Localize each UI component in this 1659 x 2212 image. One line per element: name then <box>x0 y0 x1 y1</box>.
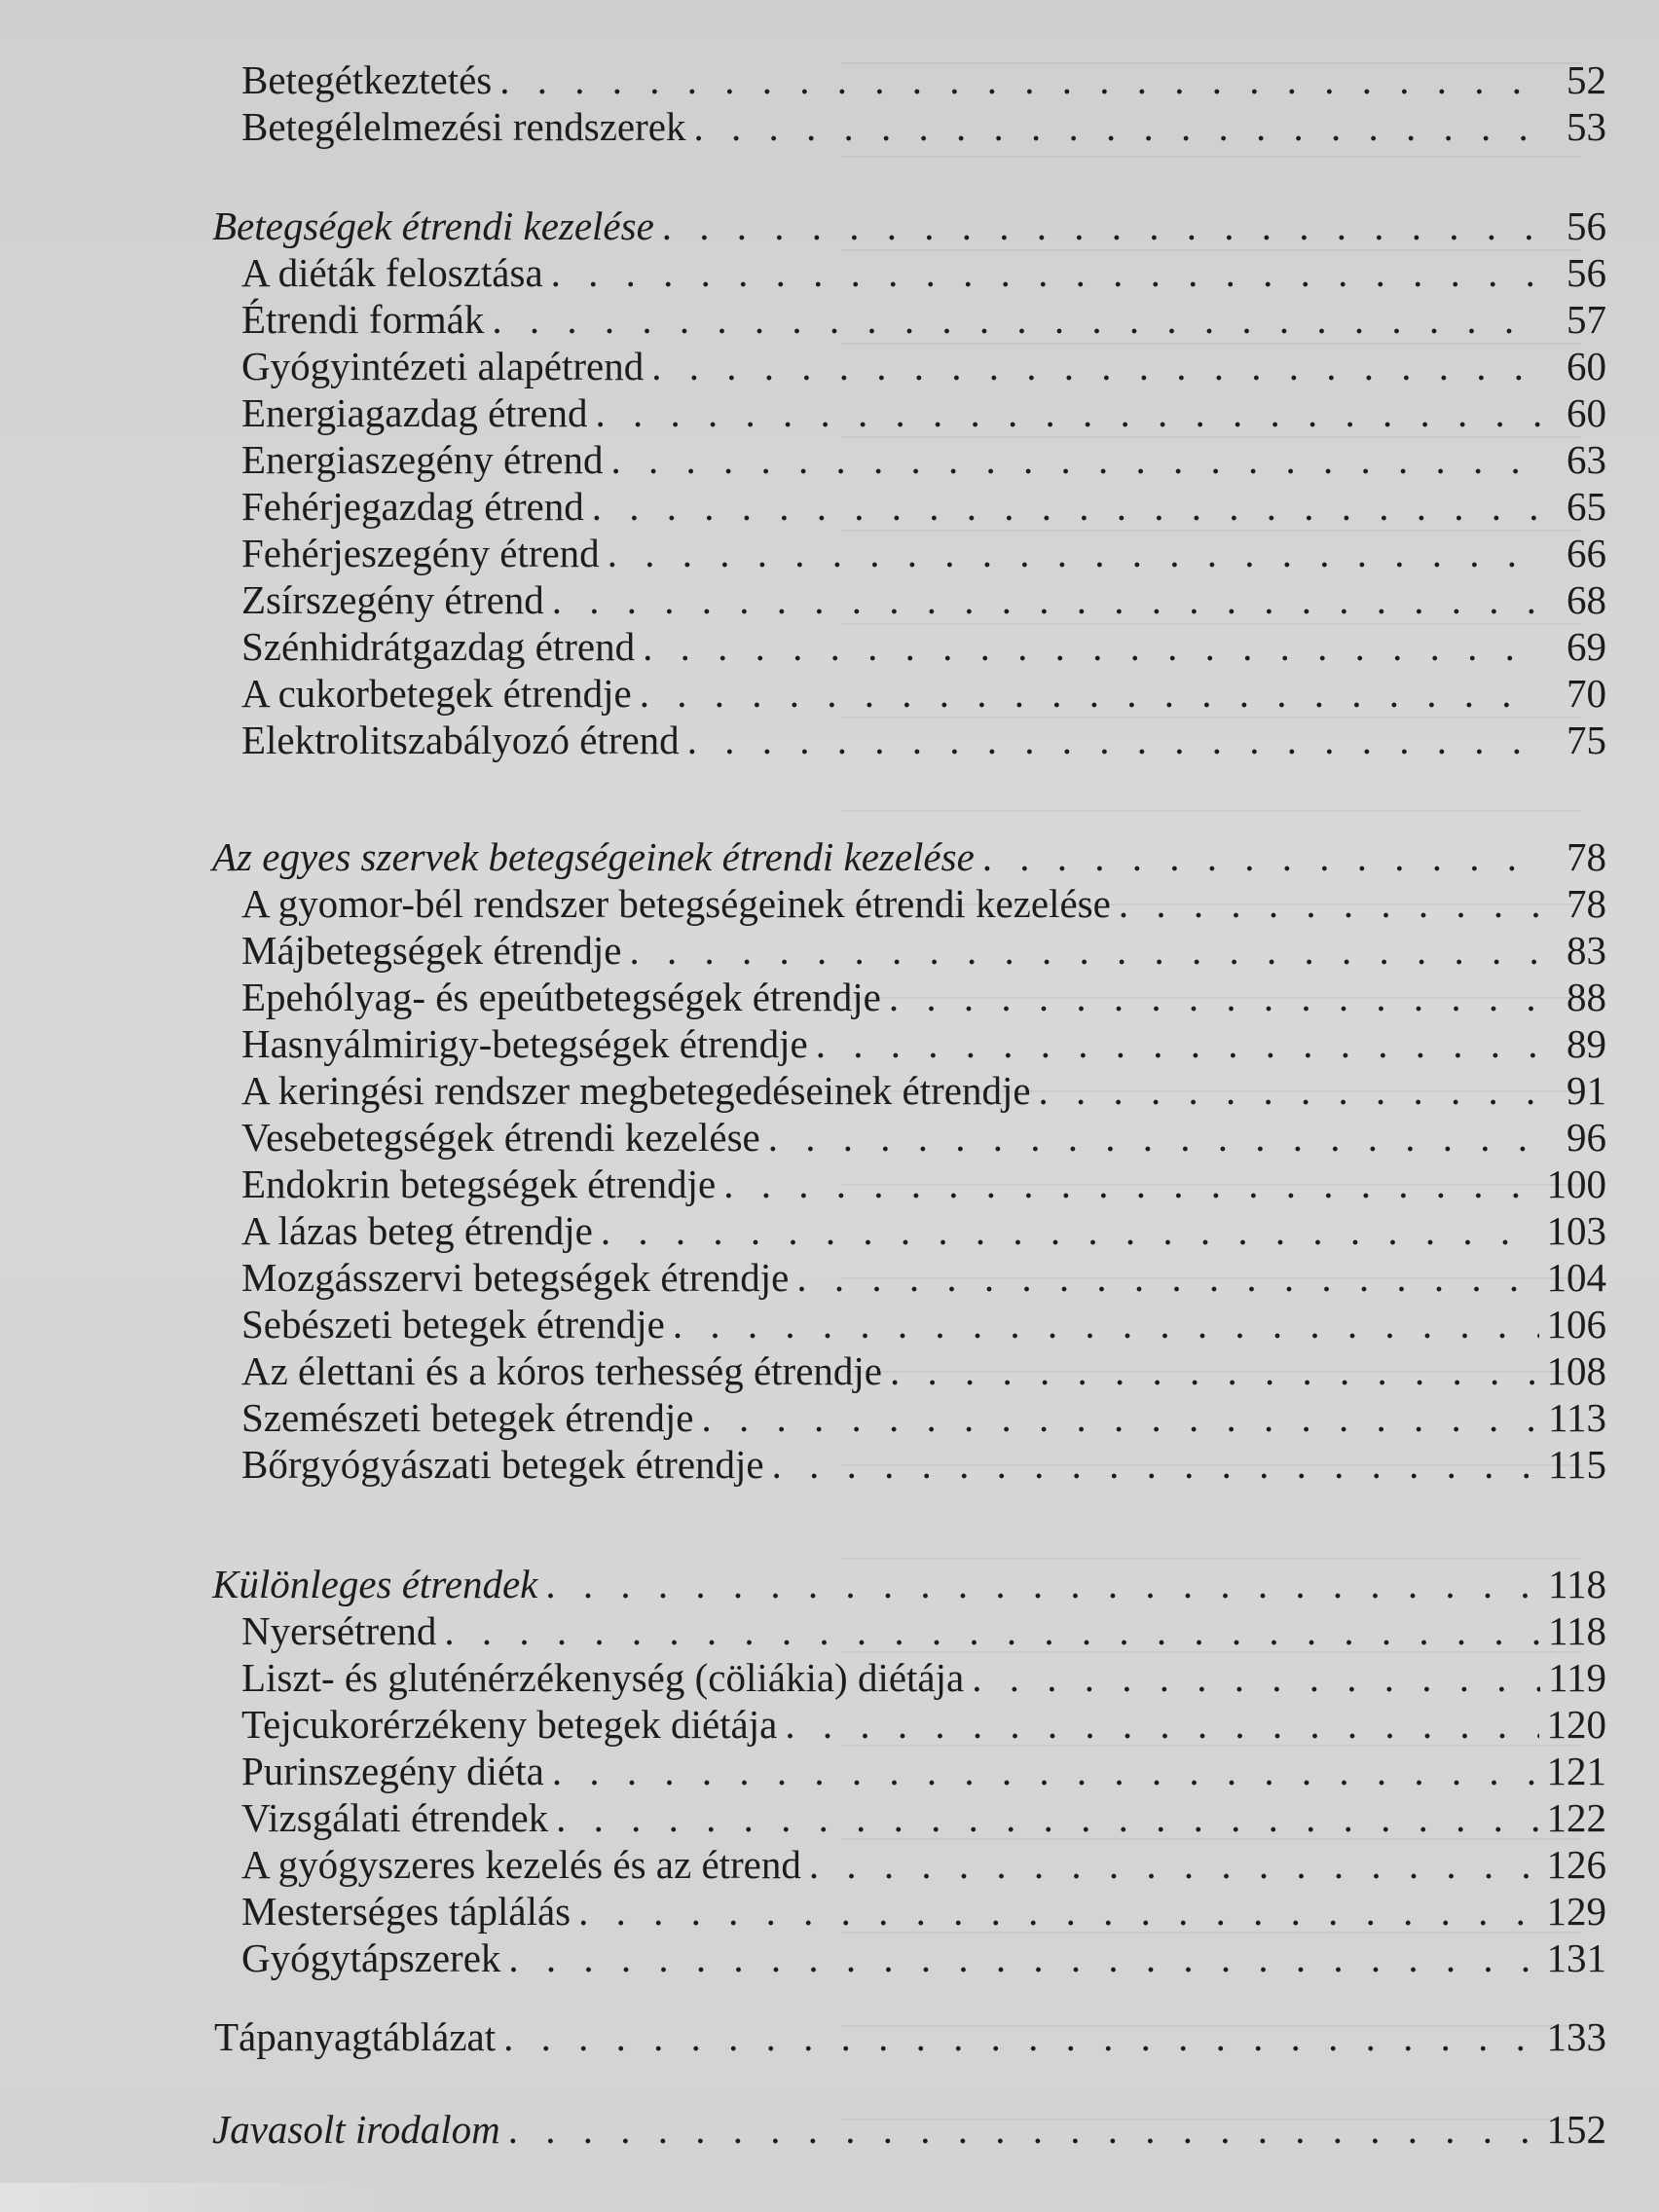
page-number: 91 <box>1567 1068 1606 1113</box>
dot-leader <box>1119 880 1540 927</box>
dot-leader <box>651 343 1540 389</box>
dot-leader <box>768 1114 1540 1161</box>
dot-leader <box>972 1654 1540 1701</box>
entry-title: Májbetegségek étrendje <box>241 928 622 973</box>
toc-entry <box>204 1748 1606 1794</box>
watermark <box>0 2183 389 2212</box>
entry-title: Az egyes szervek betegségeinek étrendi kezelése <box>212 834 975 879</box>
dot-leader <box>640 670 1540 717</box>
entry-title: Elektrolitszabályozó étrend <box>241 718 680 762</box>
page-number: 52 <box>1567 57 1606 102</box>
toc-section <box>204 833 1606 880</box>
page-number: 68 <box>1567 577 1606 622</box>
entry-title: Bőrgyógyászati betegek étrendje <box>241 1442 764 1487</box>
dot-leader <box>796 1254 1538 1301</box>
entry-title: Fehérjeszegény étrend <box>241 531 600 575</box>
page-number: 126 <box>1546 1842 1606 1887</box>
toc-section <box>204 2106 1606 2153</box>
page-number: 78 <box>1567 834 1606 879</box>
dot-leader <box>444 1607 1540 1654</box>
toc-entry <box>204 1161 1606 1207</box>
page-number: 56 <box>1567 250 1606 295</box>
page-number: 60 <box>1567 390 1606 435</box>
toc-entry <box>204 576 1606 623</box>
entry-title: Gyógytápszerek <box>241 1936 501 1980</box>
page-number: 75 <box>1567 718 1606 762</box>
entry-title: Endokrin betegségek étrendje <box>241 1161 717 1206</box>
entry-title: A lázas beteg étrendje <box>241 1208 593 1253</box>
entry-title: Szemészeti betegek étrendje <box>241 1395 694 1440</box>
dot-leader <box>508 2106 1539 2153</box>
entry-title: Epehólyag- és epeútbetegségek étrendje <box>241 975 881 1019</box>
entry-title: Gyógyintézeti alapétrend <box>241 344 645 388</box>
dot-leader <box>643 623 1540 670</box>
dot-leader <box>610 436 1540 483</box>
page-number: 104 <box>1546 1255 1606 1300</box>
toc-entry <box>204 1935 1606 1981</box>
entry-title: Energiaszegény étrend <box>241 437 604 482</box>
page-number: 119 <box>1548 1655 1606 1700</box>
dot-leader <box>551 249 1540 296</box>
toc-entry <box>204 1441 1606 1488</box>
entry-title: Javasolt irodalom <box>212 2107 500 2152</box>
dot-leader <box>578 1888 1538 1935</box>
toc-entry <box>204 880 1606 927</box>
dot-leader <box>662 203 1540 249</box>
toc-entry <box>204 1347 1606 1394</box>
toc-entry <box>204 1394 1606 1441</box>
entry-title: Az élettani és a kóros terhesség étrendje <box>241 1348 883 1393</box>
dot-leader <box>592 483 1540 530</box>
page-number: 131 <box>1546 1936 1606 1980</box>
entry-title: A gyógyszeres kezelés és az étrend <box>241 1842 801 1887</box>
toc-entry <box>204 1114 1606 1161</box>
toc-entry <box>204 1701 1606 1748</box>
page-number: 118 <box>1548 1562 1606 1606</box>
page-number: 106 <box>1546 1302 1606 1346</box>
table-of-contents <box>204 56 1606 2179</box>
toc-entry <box>204 1794 1606 1841</box>
entry-title: Purinszegény diéta <box>241 1749 544 1793</box>
entry-title: Sebészeti betegek étrendje <box>241 1302 665 1346</box>
entry-title: Mesterséges táplálás <box>241 1889 571 1934</box>
dot-leader <box>723 1161 1538 1207</box>
entry-title: Mozgásszervi betegségek étrendje <box>241 1255 790 1300</box>
page-number: 100 <box>1546 1161 1606 1206</box>
page-number: 60 <box>1567 344 1606 388</box>
dot-leader <box>503 2013 1538 2060</box>
dot-leader <box>772 1441 1540 1488</box>
page-number: 120 <box>1546 1702 1606 1747</box>
entry-title: A cukorbetegek étrendje <box>241 671 632 716</box>
entry-title: Étrendi formák <box>241 297 485 342</box>
entry-title: Különleges étrendek <box>212 1562 538 1606</box>
toc-entry <box>204 1888 1606 1935</box>
page-number: 63 <box>1567 437 1606 482</box>
page-number: 57 <box>1567 297 1606 342</box>
dot-leader <box>890 1347 1538 1394</box>
page-number: 88 <box>1567 975 1606 1019</box>
dot-leader <box>492 296 1540 343</box>
dot-leader <box>545 1561 1540 1607</box>
toc-entry <box>204 2013 1606 2060</box>
toc-entry <box>204 436 1606 483</box>
dot-leader <box>1039 1067 1540 1114</box>
entry-title: Vesebetegségek étrendi kezelése <box>241 1115 760 1160</box>
dot-leader <box>608 530 1540 576</box>
dot-leader <box>809 1841 1539 1888</box>
toc-section <box>204 203 1606 249</box>
page-number: 122 <box>1546 1795 1606 1840</box>
page-number: 70 <box>1567 671 1606 716</box>
dot-leader <box>701 1394 1540 1441</box>
toc-entry <box>204 56 1606 103</box>
entry-title: Hasnyálmirigy-betegségek étrendje <box>241 1021 808 1066</box>
dot-leader <box>552 576 1540 623</box>
dot-leader <box>508 1935 1538 1981</box>
page-number: 96 <box>1567 1115 1606 1160</box>
toc-entry <box>204 1841 1606 1888</box>
toc-entry <box>204 1607 1606 1654</box>
dot-leader <box>785 1701 1538 1748</box>
page-number: 103 <box>1546 1208 1606 1253</box>
entry-title: Szénhidrátgazdag étrend <box>241 624 636 669</box>
toc-entry <box>204 296 1606 343</box>
dot-leader <box>552 1748 1539 1794</box>
dot-leader <box>816 1020 1540 1067</box>
entry-title: Tápanyagtáblázat <box>214 2014 497 2059</box>
entry-title: Betegétkeztetés <box>241 57 493 102</box>
entry-title: Betegélelmezési rendszerek <box>241 104 686 149</box>
toc-entry <box>204 1067 1606 1114</box>
entry-title: Vizsgálati étrendek <box>241 1795 549 1840</box>
dot-leader <box>499 56 1540 103</box>
toc-entry <box>204 1301 1606 1347</box>
dot-leader <box>982 833 1540 880</box>
page-number: 56 <box>1567 203 1606 248</box>
page-number: 129 <box>1546 1889 1606 1934</box>
page-number: 113 <box>1548 1395 1606 1440</box>
toc-section <box>204 1561 1606 1607</box>
entry-title: A diéták felosztása <box>241 250 543 295</box>
dot-leader <box>687 717 1540 763</box>
page-number: 108 <box>1546 1348 1606 1393</box>
page-number: 115 <box>1548 1442 1606 1487</box>
toc-entry <box>204 343 1606 389</box>
entry-title: A gyomor-bél rendszer betegségeinek étrendi kezelése <box>241 881 1111 926</box>
toc-entry <box>204 670 1606 717</box>
dot-leader <box>693 103 1540 150</box>
toc-entry <box>204 103 1606 150</box>
page-number: 53 <box>1567 104 1606 149</box>
toc-entry <box>204 623 1606 670</box>
entry-title: Betegségek étrendi kezelése <box>212 203 654 248</box>
toc-entry <box>204 483 1606 530</box>
toc-entry <box>204 974 1606 1020</box>
entry-title: Tejcukorérzékeny betegek diétája <box>241 1702 778 1747</box>
toc-entry <box>204 927 1606 974</box>
page-number: 118 <box>1548 1608 1606 1653</box>
toc-entry <box>204 530 1606 576</box>
toc-entry <box>204 717 1606 763</box>
page-number: 121 <box>1546 1749 1606 1793</box>
page-number: 133 <box>1546 2014 1606 2059</box>
page-number: 83 <box>1567 928 1606 973</box>
entry-title: Fehérjegazdag étrend <box>241 484 584 529</box>
toc-entry <box>204 1207 1606 1254</box>
entry-title: Nyersétrend <box>241 1608 437 1653</box>
toc-entry <box>204 1254 1606 1301</box>
entry-title: A keringési rendszer megbetegedéseinek étrendje <box>241 1068 1031 1113</box>
dot-leader <box>556 1794 1538 1841</box>
toc-entry <box>204 1654 1606 1701</box>
page-number: 69 <box>1567 624 1606 669</box>
entry-title: Liszt- és gluténérzékenység (cöliákia) diétája <box>241 1655 965 1700</box>
entry-title: Zsírszegény étrend <box>241 577 544 622</box>
page-number: 66 <box>1567 531 1606 575</box>
dot-leader <box>889 974 1540 1020</box>
dot-leader <box>596 389 1540 436</box>
dot-leader <box>601 1207 1539 1254</box>
toc-entry <box>204 1020 1606 1067</box>
toc-entry <box>204 389 1606 436</box>
dot-leader <box>673 1301 1539 1347</box>
dot-leader <box>629 927 1540 974</box>
page-number: 78 <box>1567 881 1606 926</box>
page-number: 89 <box>1567 1021 1606 1066</box>
page-number: 65 <box>1567 484 1606 529</box>
entry-title: Energiagazdag étrend <box>241 390 588 435</box>
page-number: 152 <box>1546 2107 1606 2152</box>
toc-entry <box>204 249 1606 296</box>
